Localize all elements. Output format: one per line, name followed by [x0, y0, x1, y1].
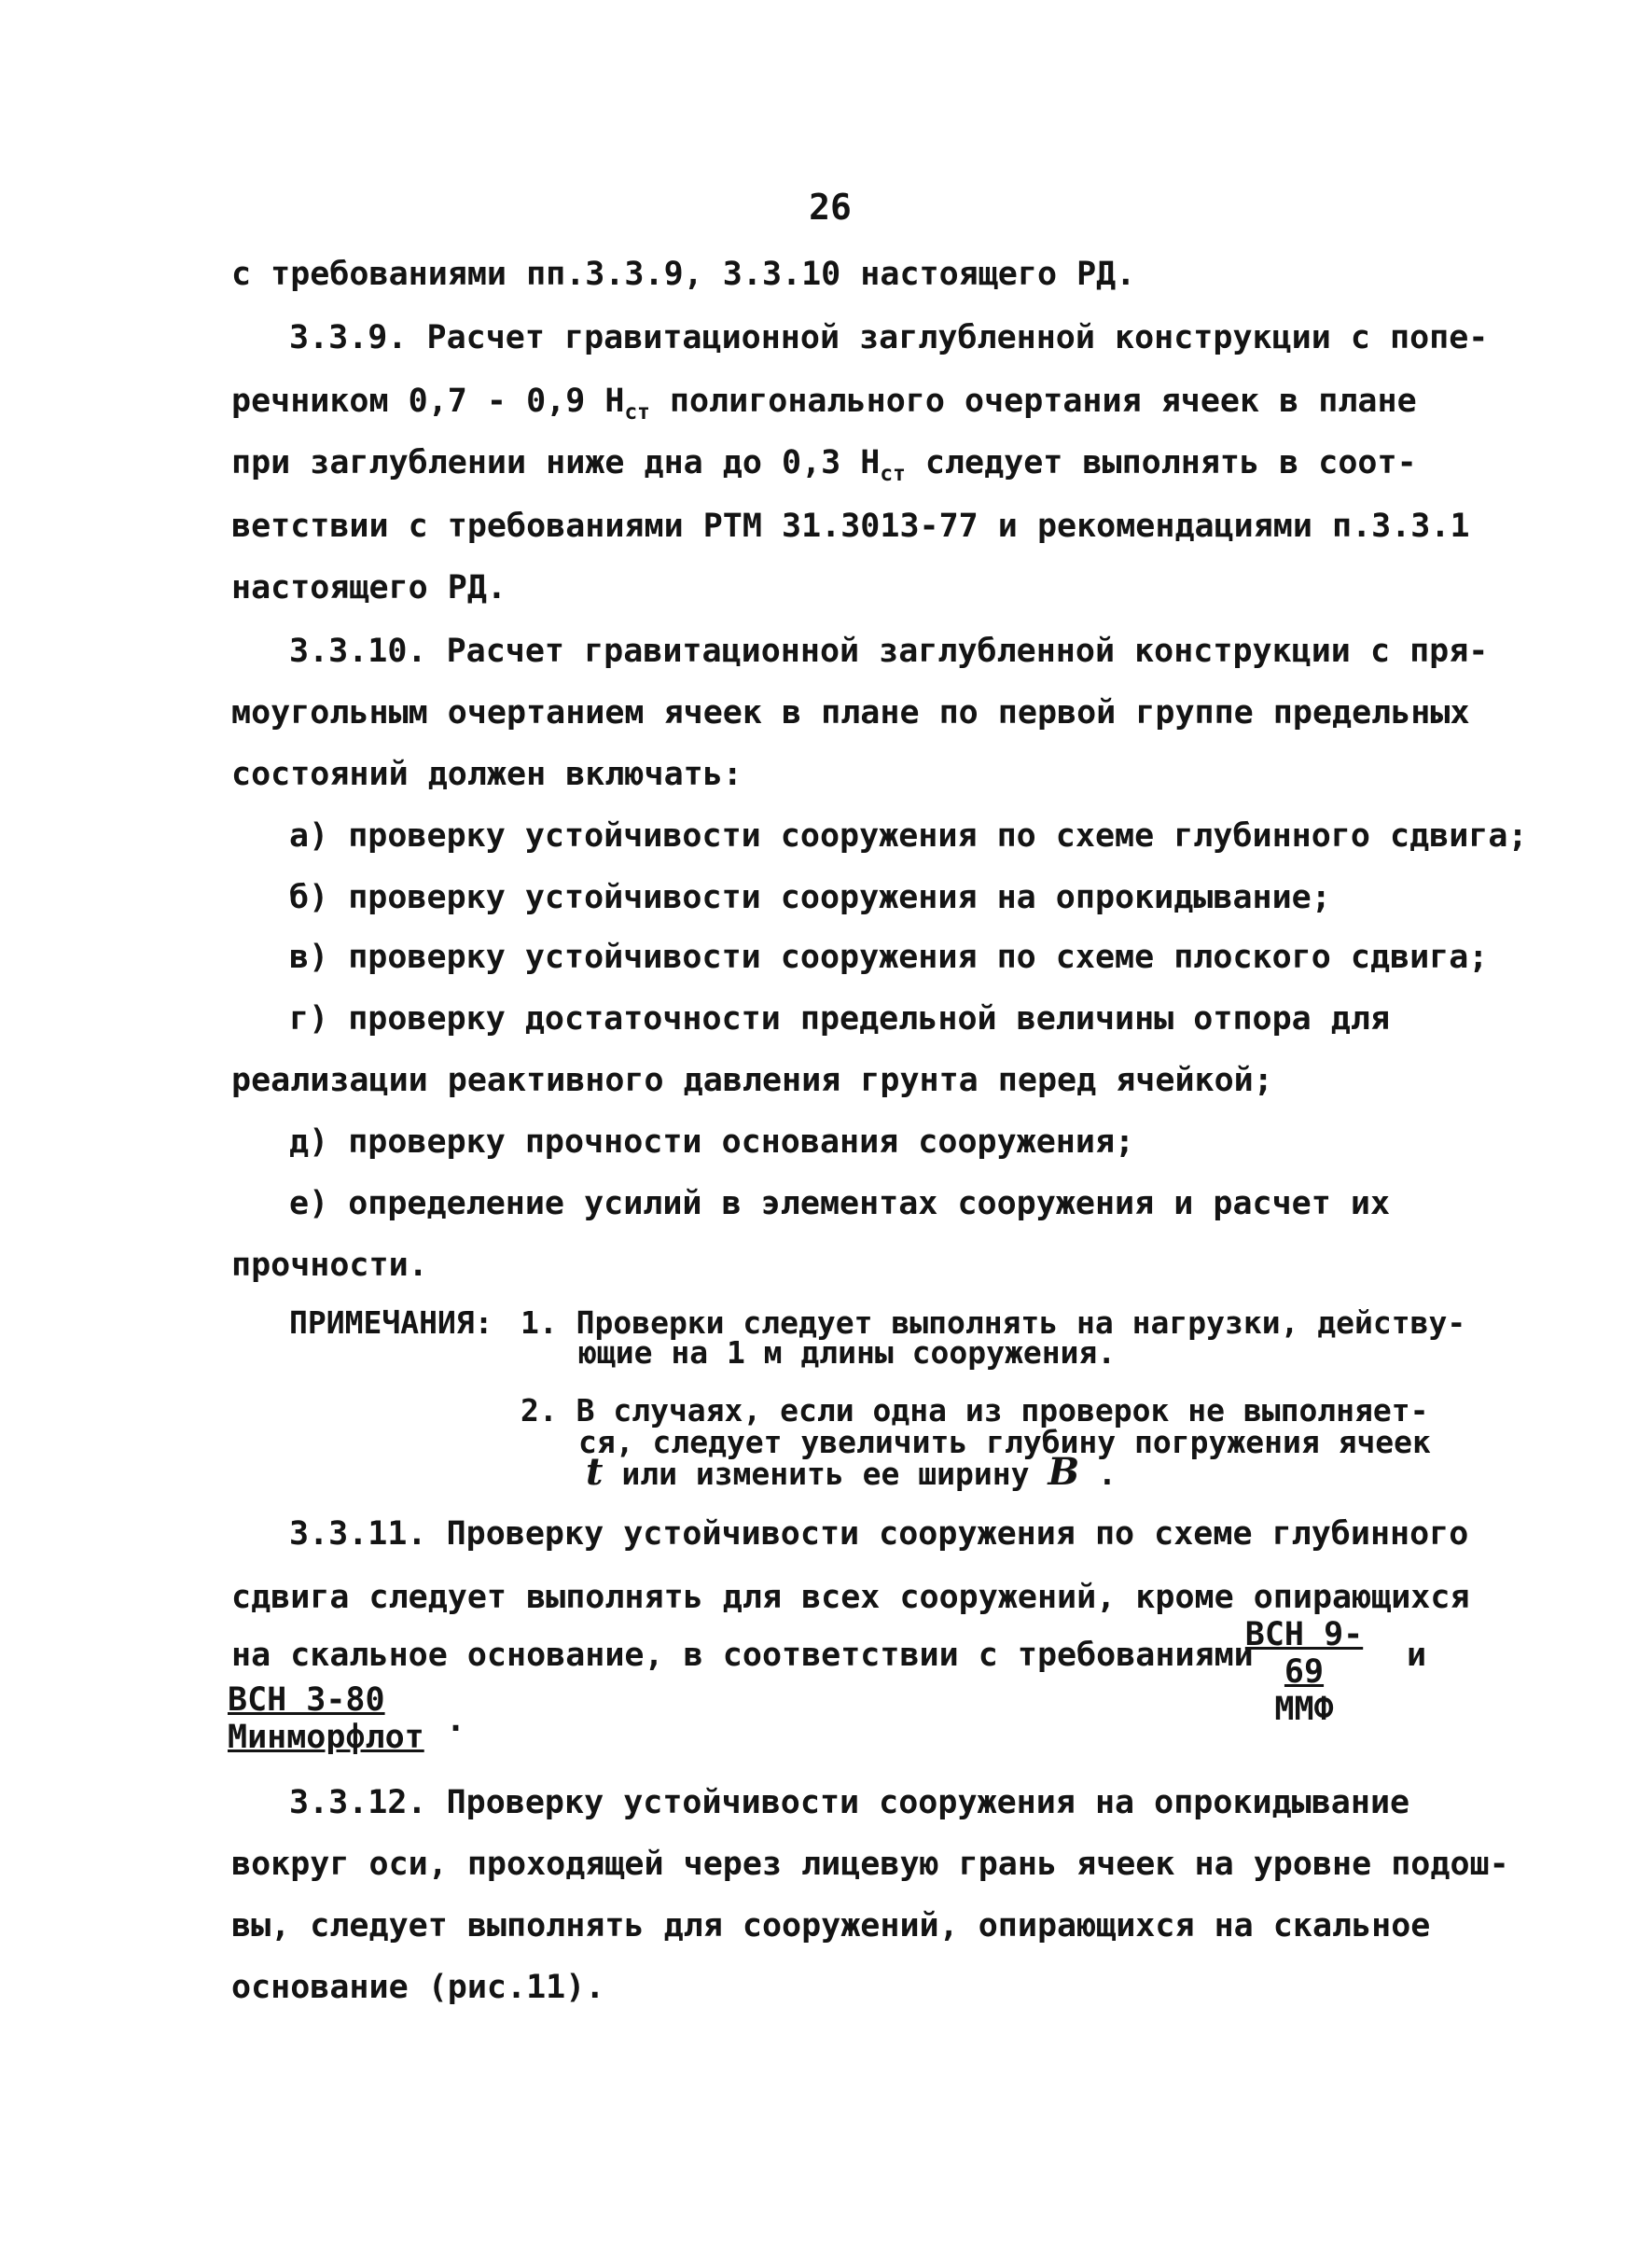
text-line: речником 0,7 - 0,9 $Н_{ст}$ полигонального очертания ячеек в плане — [231, 383, 1417, 425]
list-item: а) проверку устойчивости сооружения по схеме глубинного сдвига; — [289, 817, 1528, 855]
text-line: 3.3.11. Проверку устойчивости сооружения по схеме глубинного — [289, 1515, 1469, 1553]
text-line: и — [1407, 1637, 1427, 1674]
handwritten-symbol: B — [1048, 1450, 1080, 1494]
text-line: на скальное основание, в соответствии с требованиями — [231, 1637, 1254, 1674]
text-line: ветствии с требованиями РТМ 31.3013-77 и рекомендациями п.3.3.1 — [231, 508, 1470, 545]
list-item: б) проверку устойчивости сооружения на опрокидывание; — [289, 879, 1331, 916]
note-line: ющие на 1 м длины сооружения. — [578, 1334, 1117, 1371]
text-line: сдвига следует выполнять для всех сооружений, кроме опирающихся — [231, 1579, 1470, 1616]
text-line: при заглублении ниже дна до 0,3 $Н_{ст}$ следует выполнять в соот- — [231, 444, 1417, 486]
text-line: 3.3.9. Расчет гравитационной заглубленной конструкции с попе- — [289, 319, 1489, 356]
note-line: 2. В случаях, если одна из проверок не выполняет- — [521, 1392, 1429, 1429]
note-line: t или изменить ее ширину B . — [586, 1450, 1117, 1494]
text-line: основание (рис.11). — [231, 1969, 605, 2006]
text-line: 3.3.10. Расчет гравитационной заглубленной конструкции с пря- — [289, 633, 1489, 670]
list-item: прочности. — [231, 1247, 428, 1284]
fraction-denominator: Минморфлот — [228, 1719, 424, 1756]
list-item: реализации реактивного давления грунта перед ячейкой; — [231, 1062, 1273, 1099]
note-line: 1. Проверки следует выполнять на нагрузки, действу- — [521, 1304, 1466, 1341]
fraction-denominator: ММФ — [1274, 1691, 1334, 1728]
text-line: вокруг оси, проходящей через лицевую грань ячеек на уровне подош- — [231, 1846, 1509, 1883]
notes-label: ПРИМЕЧАНИЯ: — [289, 1304, 493, 1341]
page-number: 26 — [809, 187, 852, 228]
text-line: моугольным очертанием ячеек в плане по первой группе предельных — [231, 694, 1470, 732]
note-line: ся, следует увеличить глубину погружения ячеек — [578, 1424, 1431, 1460]
text-line: вы, следует выполнять для сооружений, опирающихся на скальное — [231, 1907, 1431, 1944]
text-line: с требованиями пп.3.3.9, 3.3.10 настоящего РД. — [231, 256, 1136, 293]
text-line: состояний должен включать: — [231, 756, 743, 793]
text-line: 3.3.12. Проверку устойчивости сооружения на опрокидывание — [289, 1784, 1410, 1821]
subscript: ст — [624, 399, 650, 425]
fraction-numerator: ВСН 3-80 — [228, 1681, 385, 1719]
subscript: ст — [880, 461, 906, 486]
list-item: г) проверку достаточности предельной величины отпора для — [289, 1000, 1391, 1038]
list-item: е) определение усилий в элементах сооружения и расчет их — [289, 1185, 1391, 1222]
list-item: в) проверку устойчивости сооружения по схеме плоского сдвига; — [289, 939, 1489, 976]
text-line: . — [446, 1702, 466, 1739]
fraction-reference — [228, 1681, 442, 1756]
fraction-reference — [1239, 1616, 1369, 1728]
list-item: д) проверку прочности основания сооружения; — [289, 1123, 1135, 1161]
text-line: настоящего РД. — [231, 569, 507, 606]
handwritten-symbol: t — [586, 1450, 604, 1494]
fraction-numerator: ВСН 9-69 — [1244, 1616, 1364, 1691]
